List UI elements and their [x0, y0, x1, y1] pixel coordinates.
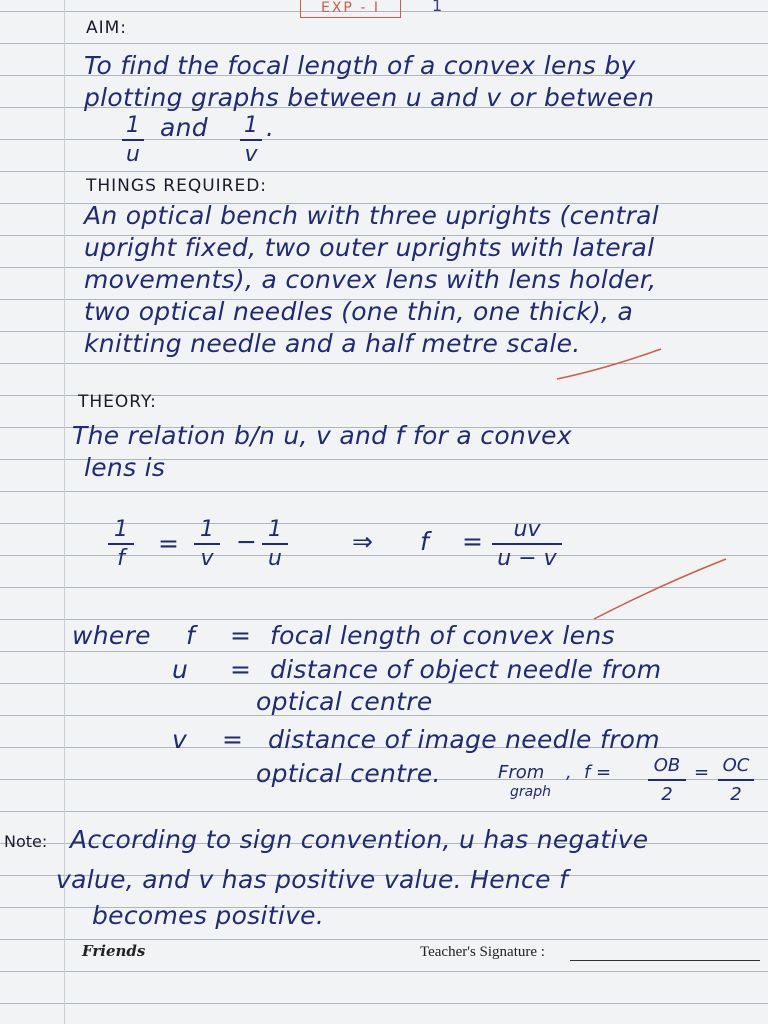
- formula-equals-1: =: [158, 529, 180, 558]
- formula-1-over-f: [108, 518, 134, 571]
- where-word: where: [72, 621, 151, 650]
- red-pen-mark-1: [555, 345, 665, 385]
- theory-heading: THEORY:: [78, 392, 157, 412]
- where-f-symbol: f: [186, 621, 196, 650]
- note-line-1: According to sign convention, u has negative: [70, 825, 649, 854]
- note-line-3: becomes positive.: [92, 901, 325, 930]
- aim-frac-v-num: 1: [244, 113, 258, 138]
- teacher-signature-label: Teacher's Signature :: [420, 944, 545, 960]
- aim-line-1: To find the focal length of a convex lens by: [84, 51, 636, 80]
- where-f-equals: =: [230, 621, 252, 650]
- formula-rhs-num: uv: [513, 517, 541, 542]
- things-line-3: movements), a convex lens with lens holder,: [84, 265, 657, 294]
- formula-lhs-den: f: [117, 546, 125, 571]
- where-u-symbol: u: [172, 655, 189, 684]
- aim-frac-u-den: u: [126, 142, 140, 167]
- where-f-desc: focal length of convex lens: [270, 621, 615, 650]
- things-line-2: upright fixed, two outer uprights with lateral: [84, 233, 655, 262]
- oc-den: 2: [730, 784, 742, 805]
- where-v-equals: =: [222, 725, 244, 754]
- formula-t2-den: u: [268, 546, 282, 571]
- formula-implies: ⇒: [352, 527, 374, 556]
- fraction-ob-over-2: [648, 754, 686, 807]
- formula-1-over-u: [262, 518, 288, 571]
- where-u-equals: =: [230, 655, 252, 684]
- from-f-equals: f =: [584, 762, 612, 783]
- experiment-tag: EXP - I: [300, 0, 401, 18]
- things-line-4: two optical needles (one thin, one thick), a: [84, 297, 634, 326]
- where-v-symbol: v: [172, 725, 188, 754]
- signature-line: [570, 960, 760, 961]
- page-number: 1: [432, 0, 443, 15]
- formula-t1-den: v: [200, 546, 214, 571]
- where-v-desc-1: distance of image needle from: [268, 725, 660, 754]
- formula-f: f: [420, 527, 430, 556]
- aim-tail: .: [266, 113, 275, 142]
- graph-word: graph: [510, 784, 551, 800]
- fraction-oc-over-2: [718, 754, 754, 807]
- formula-t1-num: 1: [200, 517, 214, 542]
- things-line-1: An optical bench with three uprights (central: [84, 201, 660, 230]
- formula-rhs-den: u − v: [497, 546, 557, 571]
- aim-heading: AIM:: [86, 18, 128, 38]
- aim-fraction-1-over-v: [240, 114, 262, 167]
- note-label: Note:: [4, 832, 48, 851]
- aim-line-2: plotting graphs between u and v or between: [84, 83, 655, 112]
- where-u-desc-1: distance of object needle from: [270, 655, 662, 684]
- from-equals: =: [694, 762, 710, 783]
- formula-equals-2: =: [462, 527, 484, 556]
- red-pen-mark-2: [590, 555, 730, 625]
- where-v-desc-2: optical centre.: [256, 759, 441, 788]
- from-word: From: [498, 762, 545, 783]
- formula-lhs-num: 1: [114, 517, 128, 542]
- notebook-brand: Friends: [82, 942, 146, 960]
- aim-and-word: and: [160, 113, 208, 142]
- ob-den: 2: [661, 784, 673, 805]
- formula-t2-num: 1: [268, 517, 282, 542]
- from-comma: ,: [566, 762, 572, 783]
- theory-line-2: lens is: [84, 453, 166, 482]
- where-u-desc-2: optical centre: [256, 687, 433, 716]
- oc-num: OC: [722, 755, 750, 776]
- aim-fraction-1-over-u: [122, 114, 144, 167]
- formula-minus: −: [236, 527, 258, 556]
- formula-1-over-v: [194, 518, 220, 571]
- theory-line-1: The relation b/n u, v and f for a convex: [72, 421, 572, 450]
- note-line-2: value, and v has positive value. Hence f: [56, 865, 569, 894]
- aim-frac-u-num: 1: [126, 113, 140, 138]
- ob-num: OB: [653, 755, 681, 776]
- aim-frac-v-den: v: [244, 142, 258, 167]
- things-required-heading: THINGS REQUIRED:: [86, 176, 268, 196]
- things-line-5: knitting needle and a half metre scale.: [84, 329, 581, 358]
- formula-uv-over-u-minus-v: [492, 518, 562, 571]
